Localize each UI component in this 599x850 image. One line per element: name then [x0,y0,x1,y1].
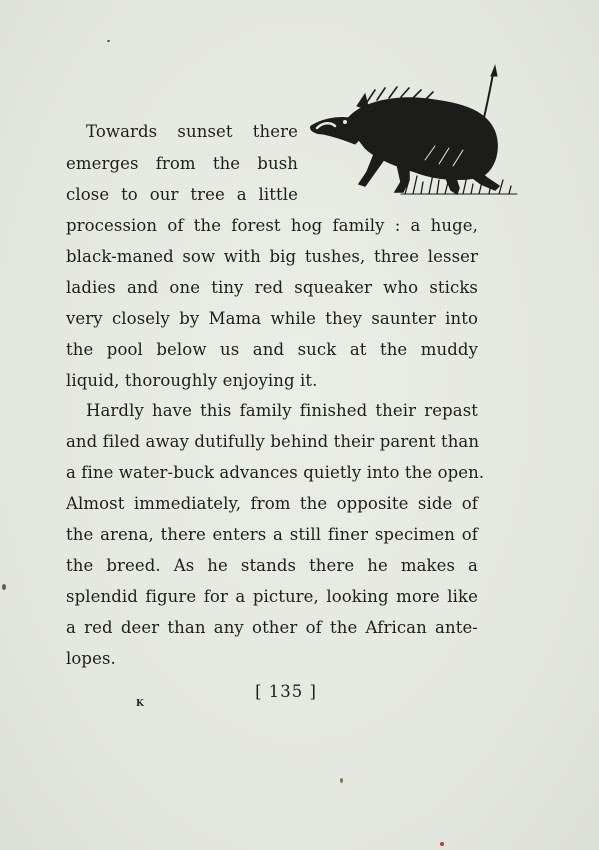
paper-speck [340,778,343,783]
text-line: liquid, thoroughly enjoying it. [66,371,318,390]
text-line: black-maned sow with big tushes, three lesser [66,247,478,266]
text-line: splendid figure for a picture, looking more like [66,587,478,606]
signature-mark: K [136,699,144,709]
text-line: close to our tree a little [66,185,298,204]
page-number: [ 135 ] [255,682,317,701]
text-line: the pool below us and suck at the muddy [66,340,478,359]
text-line: and filed away dutifully behind their parent than [66,432,480,451]
text-line: the breed. As he stands there he makes a [66,556,478,575]
text-line: emerges from the bush [66,154,298,173]
text-line: a fine water-buck advances quietly into the open. [66,463,485,482]
text-line: a red deer than any other of the African ante- [66,618,478,637]
text-line: Almost immediately, from the opposite side of [66,494,478,513]
forest-hog-illustration [305,60,545,200]
paper-speck [2,584,6,590]
text-line: procession of the forest hog family : a huge, [66,216,478,235]
paper-speck [440,842,444,846]
text-line: the arena, there enters a still finer specimen of [66,525,478,544]
paper-speck [107,40,110,42]
text-line: Towards sunset there [86,122,298,141]
text-line: ladies and one tiny red squeaker who sticks [66,278,478,297]
text-line: Hardly have this family finished their repast [86,401,478,420]
text-line: very closely by Mama while they saunter into [66,309,478,328]
text-line: lopes. [66,649,116,668]
